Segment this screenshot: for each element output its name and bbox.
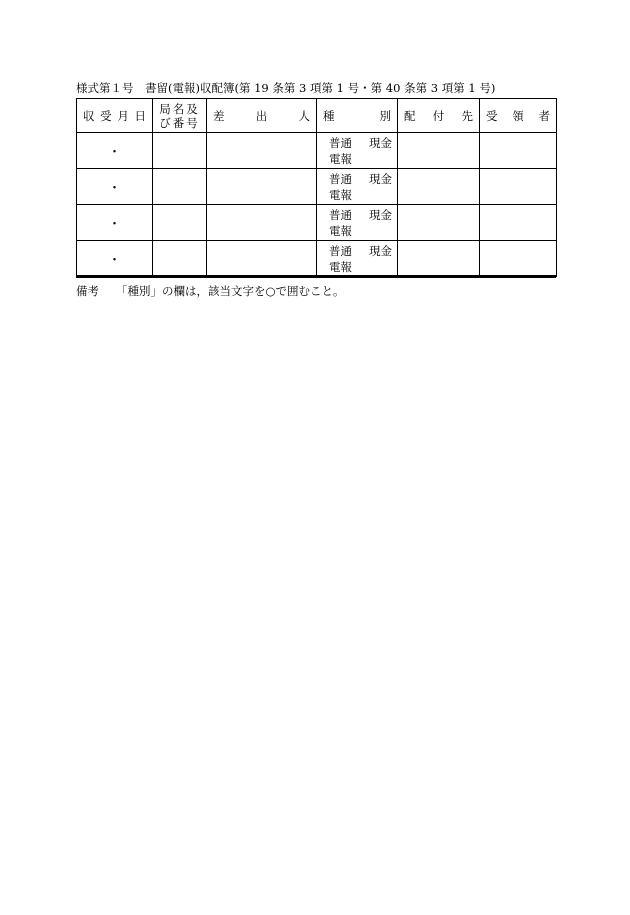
remarks-note [76, 283, 345, 299]
table-row [77, 205, 557, 241]
recipient-cell [480, 205, 557, 241]
recipient-cell [480, 169, 557, 205]
table-row [77, 241, 557, 277]
kind-cell: 普通 現金 電報 [317, 169, 398, 205]
header-kind: 種 別 [317, 99, 398, 133]
remarks-text: 「種別」の欄は，該当文字を○で囲むこと。 [116, 284, 345, 298]
office-cell [153, 241, 207, 277]
header-office: 局名及 び番号 [153, 99, 207, 133]
table-row [77, 169, 557, 205]
destination-cell [398, 133, 480, 169]
office-cell [153, 133, 207, 169]
destination-cell [398, 169, 480, 205]
destination-cell [398, 205, 480, 241]
kind-cell: 普通 現金 電報 [317, 241, 398, 277]
ledger-table [76, 98, 557, 277]
header-date: 収 受 月 日 [77, 99, 153, 133]
office-cell [153, 169, 207, 205]
date-cell: ・ [77, 169, 153, 205]
office-cell [153, 205, 207, 241]
table-row [77, 133, 557, 169]
destination-cell [398, 241, 480, 277]
sender-cell [207, 169, 317, 205]
table-bottom-rule [76, 275, 556, 278]
form-caption: 様式第１号 書留(電報)収配簿(第 19 条第 3 項第 1 号・第 40 条第 3 項第 1 号) [76, 81, 496, 95]
recipient-cell [480, 133, 557, 169]
sender-cell [207, 205, 317, 241]
date-cell: ・ [77, 205, 153, 241]
kind-cell: 普通 現金 電報 [317, 133, 398, 169]
date-cell: ・ [77, 133, 153, 169]
remarks-label: 備考 [76, 284, 99, 298]
header-row [77, 99, 557, 133]
header-recipient: 受 領 者 [480, 99, 557, 133]
recipient-cell [480, 241, 557, 277]
header-sender: 差 出 人 [207, 99, 317, 133]
date-cell: ・ [77, 241, 153, 277]
kind-cell: 普通 現金 電報 [317, 205, 398, 241]
header-destination: 配 付 先 [398, 99, 480, 133]
sender-cell [207, 133, 317, 169]
sender-cell [207, 241, 317, 277]
